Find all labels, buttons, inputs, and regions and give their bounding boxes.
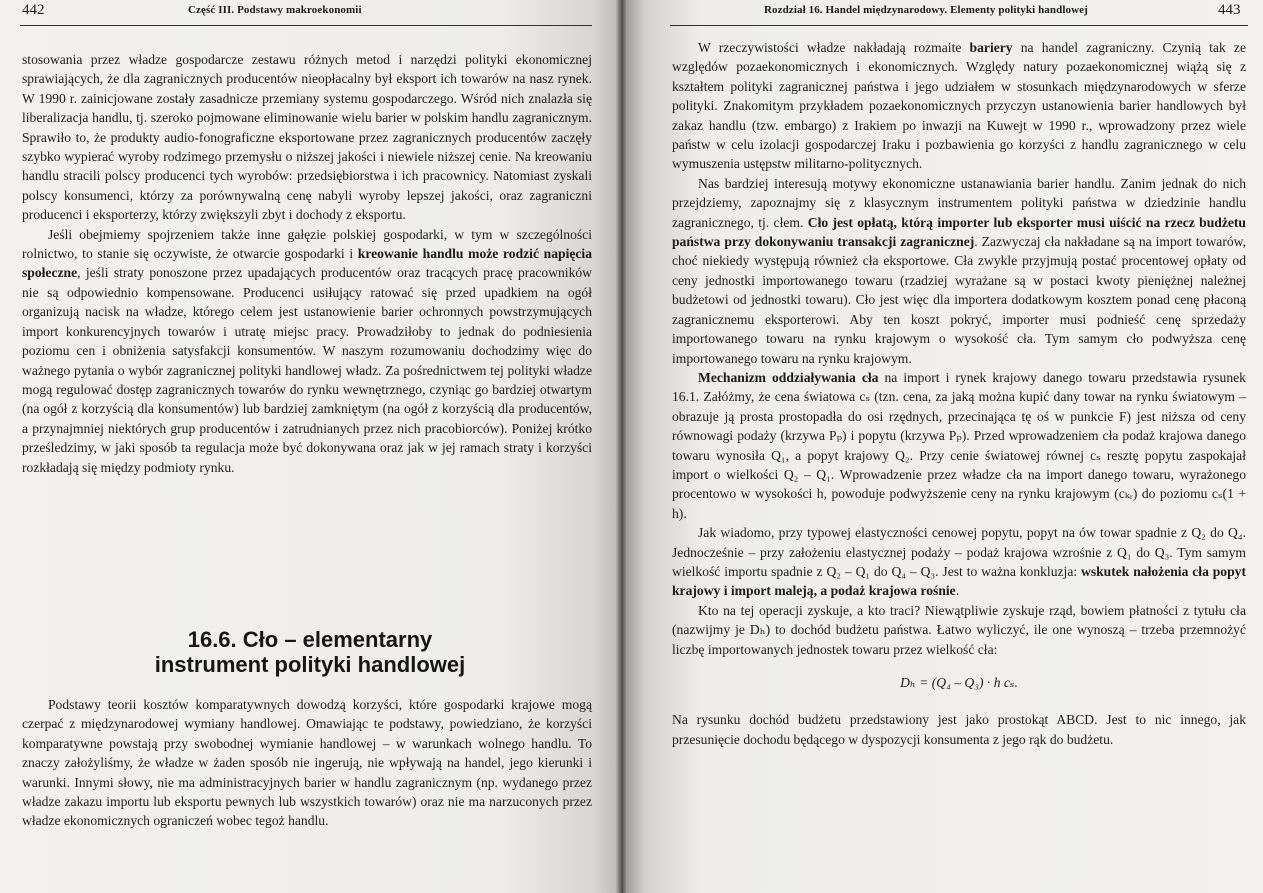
paragraph-text: Jak wiadomo, przy typowej elastyczności cenowej popytu, popyt na ów towar spadnie z Q₂ do Q₄. Jednocześnie – przy założeniu elastycznej podaży – podaż krajowa wzrośnie z Q₁ do Q₃. Tym samym wielkość importu spadnie z Q₂ – Q₁ do Q₄ – Q₃. Jest to ważna konkluzja: [672, 525, 1246, 579]
bold-phrase: wskutek nałożenia cła popyt krajowy i import maleją, a podaż krajowa rośnie [672, 563, 1246, 599]
paragraph: Podstawy teorii kosztów komparatywnych dowodzą korzyści, które gospodarki krajowe mogą czerpać z międzynarodowej wymiany handlowej. Omawiając te podstawy, powiedziano, że korzyści komparatywne powstają przy swobodnej wymianie handlowej – w warunkach wolnego handlu. To znaczy założyliśmy, że władze w żaden sposób nie ingerują, nie wpływają na handel, jego kierunki i warunki. Innymi słowy, nie ma administracyjnych barier w handlu zagranicznym (np. wydanego przez władze zakazu importu lub eksportu pewnych lub wszystkich towarów) oraz nie ma narzuconych przez władze ekonomicznych ograniczeń wobec tegoż handlu. [22, 697, 592, 829]
right-running-head: Rozdział 16. Handel międzynarodowy. Elementy polityki handlowej [764, 4, 1088, 16]
bold-phrase: Cło jest opłatą, którą importer lub eksporter musi uiścić na rzecz budżetu państwa przy dokonywaniu transakcji zagranicznej [672, 214, 1246, 250]
section-title-line: instrument polityki handlowej [154, 652, 466, 677]
right-body [672, 38, 1246, 749]
right-header-rule [670, 25, 1248, 26]
paragraph-text: na handel zagraniczny. Czynią tak ze względów pozaekonomicznych i ekonomicznych. Względy natury pozaekonomicznej wiążą się z kształtem polityki zagranicznej państwa i jego udziałem w stosunkach międzynarodowych w sferze polityki. Znakomitym przykładem pozaekonomicznych przyczyn ustanowienia barier handlowych był zakaz handlu (tzw. embargo) z Irakiem po inwazji na Kuwejt w 1990 r., wprowadzony przez wiele państw w celu izolacji gospodarczej Iraku i pozbawienia go korzyści z handlu zagranicznego w celu wymuszenia ustępstw militarno-politycznych. [672, 40, 1246, 172]
paragraph-text: . Zazwyczaj cła nakładane są na import towarów, choć niekiedy występują również cła eksportowe. Cła zwykle przyjmują postać procentowej opłaty od ceny jednostki importowanego towaru (rzadziej wyrażane są w postaci kwoty pieniężnej należnej budżetowi od jednostki towaru). Cło jest więc dla importera dodatkowym kosztem ponad cenę płaconą zagranicznemu eksporterowi. Aby ten koszt pokryć, importer musi podnieść cenę sprzedaży importowanego towaru na rynku krajowym o wysokość cła. Tym samym cło podwyższa cenę importowanego towaru na rynku krajowym. [672, 234, 1246, 366]
paragraph [672, 523, 1246, 601]
left-page-number: 442 [22, 2, 45, 18]
paragraph [22, 225, 592, 477]
paragraph-text: . [955, 583, 960, 599]
right-page-number: 443 [1218, 2, 1241, 18]
section-title [60, 627, 560, 677]
section-title-line: 16.6. Cło – elementarny [187, 627, 433, 652]
paragraph [672, 38, 1246, 174]
left-running-head: Część III. Podstawy makroekonomii [188, 4, 362, 16]
bold-phrase: kreowanie handlu może rodzić napięcia społeczne [22, 246, 592, 281]
bold-phrase: bariery [969, 40, 1013, 55]
left-page [0, 0, 620, 893]
bold-phrase: Mechanizm oddziaływania cła [698, 369, 879, 385]
paragraph-text: na import i rynek krajowy danego towaru przedstawia rysunek 16.1. Załóżmy, że cena światowa cₛ (tzn. cena, za jaką można kupić dany towar na rynku światowym – obrazuje ją prosta prostopadła do osi rzędnych, przecinająca tę oś w punkcie F) jest niższa od ceny równowagi podaży (krzywa Pₚ) i popytu (krzywa Pₚ). Przed wprowadzeniem cła podaż krajowa danego towaru wynosiła Q₁, a popyt krajowy Q₂. Przy cenie światowej równej cₛ resztę popytu zaspokajał import o wielkości Q₂ – Q₁. Wprowadzenie przez władze cła na import danego towaru, wyrażonego procentowo w wysokości h, powoduje podwyższenie ceny na rynku krajowym (cₖᵣ) do poziomu cₛ(1 + h). [672, 369, 1246, 521]
paragraph-text: , jeśli straty ponoszone przez upadających producentów oraz tracących pracę pracowników nie są odpowiednio kompensowane. Producenci usiłujący ratować się przed upadkiem na ogół organizują nacisk na władze, którego celem jest ustanowienie barier ochronnych powstrzymujących import konkurencyjnych towarów i utratę miejsc pracy. Prowadziłoby to jednak do podniesienia poziomu cen i obniżenia satysfakcji konsumentów. W naszym rozumowaniu dochodzimy więc do ważnego pytania o wybór zagranicznej polityki handlowej władz. Za pośrednictwem tej polityki władze mogą regulować dostęp zagranicznych towarów do rynku wewnętrznego, czyniąc go bardziej otwartym (na ogół z korzyścią dla konsumentów) lub bardziej zamkniętym (na ogół z korzyścią dla producentów, a przynajmniej niektórych grup producentów i zatrudnianych przez nich pracobiorców). Poniżej krótko prześledzimy, w jaki sposób ta regulacja może być dokonywana oraz jak w jej ramach straty i korzyści rozkładają się między podmioty rynku. [22, 265, 592, 475]
paragraph: Na rysunku dochód budżetu przedstawiony jest jako prostokąt ABCD. Jest to nic innego, jak przesunięcie dochodu będącego w dyspozycji konsumenta z jego rąk do budżetu. [672, 712, 1246, 747]
paragraph: Kto na tej operacji zyskuje, a kto traci? Niewątpliwie zyskuje rząd, bowiem płatności z tytułu cła (nazwijmy je Dₕ) to dochód budżetu państwa. Łatwo wyliczyć, ile one wynoszą – trzeba przemnożyć liczbę importowanych jednostek towaru przez wielkość cła: [672, 602, 1246, 657]
paragraph-text: Jeśli obejmiemy spojrzeniem także inne gałęzie polskiej gospodarki, w tym w szczególności rolnictwo, to stanie się oczywiste, że otwarcie gospodarki i [22, 226, 592, 262]
paragraph-text: Nas bardziej interesują motywy ekonomiczne ustanawiania barier handlu. Zanim jednak do nich przejdziemy, zapoznajmy się z klasycznym instrumentem polityki państwa w dziedzinie handlu zagranicznego, tj. cłem. [672, 175, 1246, 230]
right-page [626, 0, 1263, 893]
paragraph: stosowania przez władze gospodarcze zestawu różnych metod i narzędzi polityki ekonomicznej sprawiających, że dla zagranicznych producentów nieopłacalny był eksport ich towarów na nasz rynek. W 1990 r. zainicjowane zostały zasadnicze przemiany systemu gospodarczego. Wśród nich znalazła się liberalizacja handlu, tj. szeroko pojmowane eliminowanie wielu barier w polskim handlu zagranicznym. Sprawiło to, że produkty audio-fonograficzne eksportowane przez zagranicznych producentów zaczęły szybko wypierać wyroby rodzimego przemysłu o niższej jakości i niewiele niższej cenie. Na kreowaniu handlu stracili polscy producenci tych wyrobów: przedsiębiorstwa i ich pracownicy. Natomiast zyskali polscy konsumenci, którzy za porównywalną cenę nabyli wyroby lepszej jakości, oraz zagraniczni producenci i eksporterzy, którzy zwiększyli zbyt i dochody z eksportu. [22, 52, 592, 223]
paragraph-text: W rzeczywistości władze nakładają rozmaite [698, 40, 970, 55]
left-body-top [22, 50, 592, 477]
paragraph [672, 174, 1246, 368]
left-header-rule [20, 25, 592, 26]
paragraph [672, 368, 1246, 523]
formula: Dₕ = (Q₄ – Q₃) · h cₛ. [900, 675, 1018, 690]
left-body-bottom [22, 695, 592, 831]
